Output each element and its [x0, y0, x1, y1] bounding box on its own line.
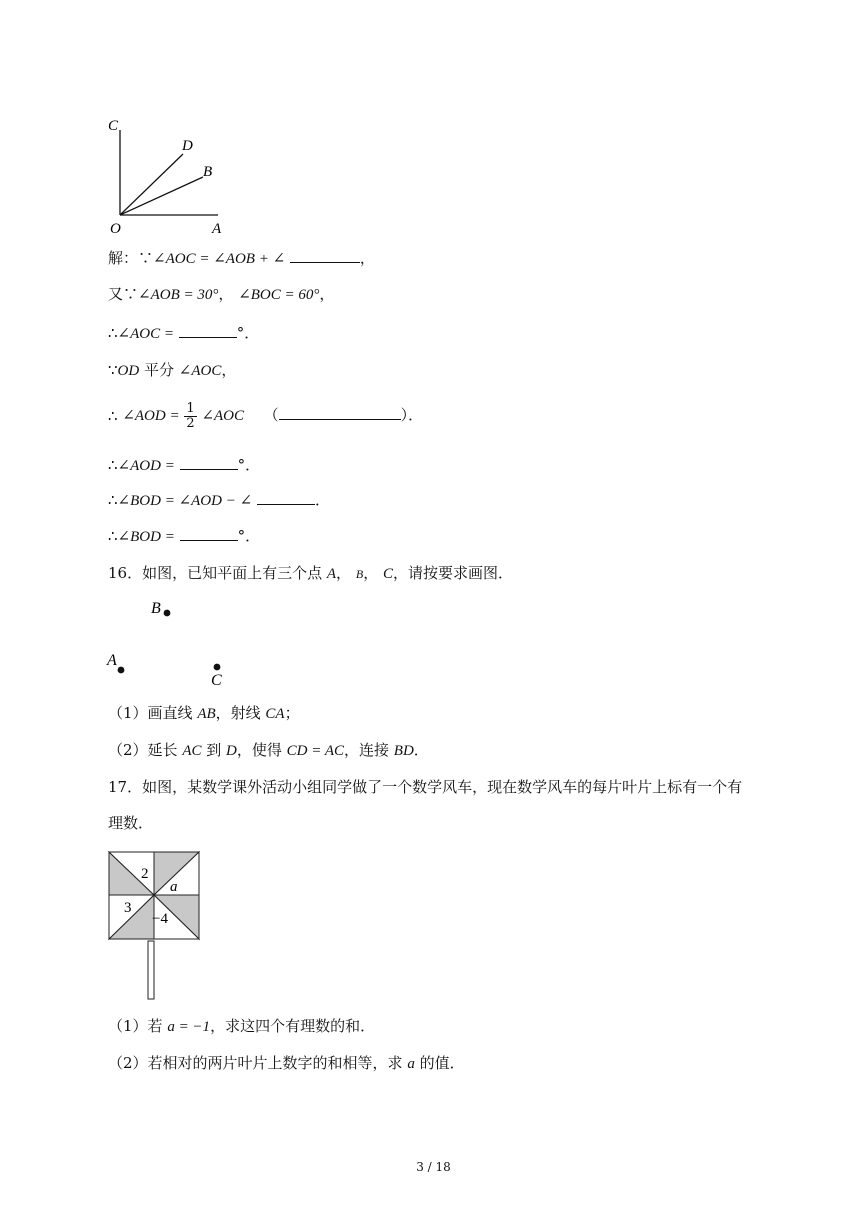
pinwheel-stick [148, 941, 154, 999]
solution-line-6: ∴∠AOD = °． [108, 456, 261, 474]
solution-line-7: ∴∠BOD = ∠AOD − ∠ ． [108, 491, 330, 509]
label-b: B [203, 164, 213, 180]
answer-blank[interactable] [180, 526, 238, 541]
question-16-stem: 16．如图，已知平面上有三个点 A， B， C，请按要求画图． [108, 564, 514, 582]
solution-line-3: ∴∠AOC = °． [108, 324, 260, 342]
question-17-stem-1: 17．如图，某数学课外活动小组同学做了一个数学风车，现在数学风车的每片叶片上标有一个有 [108, 778, 743, 796]
point-b [164, 610, 171, 617]
point-a-label: A [107, 652, 117, 669]
blade-number-3: 3 [124, 900, 132, 916]
answer-blank[interactable] [179, 323, 237, 338]
angle-figure [100, 110, 240, 240]
point-a [118, 667, 125, 674]
point-c [214, 664, 221, 671]
page-number: 3 / 18 [416, 1160, 451, 1174]
label-d: D [182, 138, 193, 154]
solution-line-1: 解：∵∠AOC = ∠AOB + ∠ ， [108, 249, 375, 267]
label-o: O [110, 221, 121, 237]
answer-blank[interactable] [290, 248, 360, 263]
points-figure [100, 592, 250, 692]
question-17-part-2: （2）若相对的两片叶片上数字的和相等，求 a 的值． [108, 1054, 465, 1072]
answer-blank[interactable] [257, 490, 315, 505]
reason-blank[interactable] [279, 405, 401, 420]
point-c-label: C [211, 672, 222, 689]
pinwheel-figure [100, 845, 210, 1005]
blade-number-a: a [170, 879, 178, 895]
label-c: C [108, 118, 119, 134]
question-17-stem-2: 理数． [108, 814, 154, 832]
label-a: A [212, 221, 222, 237]
solution-line-2: 又∵∠AOB = 30°， ∠BOC = 60°， [108, 285, 335, 303]
question-16-part-2: （2）延长 AC 到 D，使得 CD = AC，连接 BD． [108, 741, 429, 759]
solution-line-8: ∴∠BOD = °． [108, 527, 261, 545]
solution-line-5: ∴ ∠AOD = $\frac{1}{2}$ ∠AOC （ ）． [108, 400, 424, 431]
question-17-part-1: （1）若 a = −1，求这四个有理数的和． [108, 1017, 376, 1035]
point-b-label: B [151, 600, 161, 617]
fraction-half: $\frac{1}{2}$ [186, 400, 195, 431]
blade-number-neg4: −4 [152, 911, 168, 927]
answer-blank[interactable] [180, 455, 238, 470]
question-16-part-1: （1）画直线 AB，射线 CA； [108, 704, 300, 722]
blade-number-2: 2 [141, 866, 149, 882]
solution-line-4: ∵OD 平分 ∠AOC， [108, 361, 237, 379]
